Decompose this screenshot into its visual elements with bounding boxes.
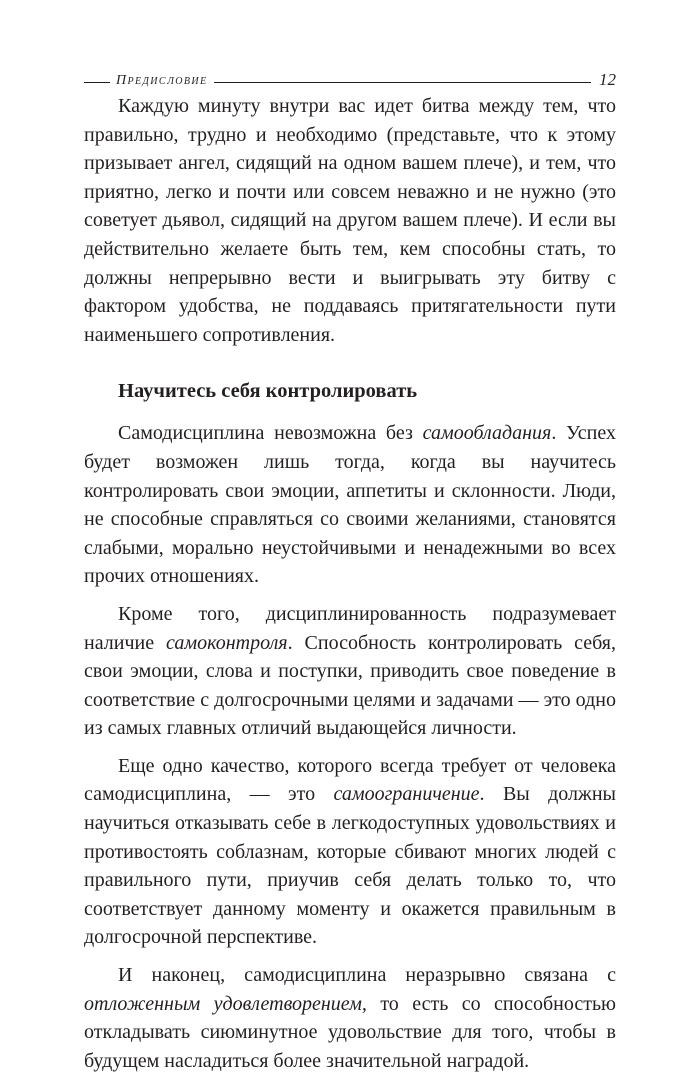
intro-paragraph: Каждую минуту внутри вас идет битва между тем, что правильно, трудно и необходимо (представьте, что к этому призывает ангел, сидящий на одном вашем плече), и тем, что приятно, легко и почти или совсем неважно и не нужно (это советует дьявол, сидящий на другом вашем плече). И если вы действительно желаете быть тем, кем способны стать, то должны непрерывно вести и выигрывать эту битву с фактором удобства, не поддаваясь притягательности пути наименьшего сопротивления. [84,95,616,346]
paragraph-self-control [84,600,616,743]
running-header [84,60,616,88]
paragraph-text: Кроме того, дисциплинированность подразумевает наличие [84,602,616,654]
emphasis-term: самообладания [422,422,552,445]
emphasis-term: отложенным удовлетворением, [84,992,367,1015]
page-number: 12 [599,70,616,89]
paragraph-delayed-gratification [84,961,616,1075]
paragraph-self-possession [84,419,616,591]
emphasis-term: самоограничение [333,783,480,806]
book-page [84,60,616,1075]
section-title: Предисловие [116,73,208,88]
body-text [84,92,616,1075]
header-rule [214,82,591,83]
paragraph-text: И наконец, самодисциплина неразрывно связана с [118,964,616,987]
section-heading: Научитесь себя контролировать [118,380,418,403]
paragraph-text: . Вы должны научиться отказывать себе в легкодоступных удовольствиях и противостоять соблазнам, которые сбивают многих людей с правильного пути, приучив себя делать только то, что соответствует данному моменту и окажется правильным в долгосрочной перспективе. [84,783,616,949]
paragraph-text: Самодисциплина невозможна без [118,422,423,445]
emphasis-term: самоконтроля [166,631,288,654]
paragraph-text: Еще одно качество, которого всегда требует от человека самодисциплина, — это [84,754,616,806]
paragraph-text: . Успех будет возможен лишь тогда, когда вы научитесь контролировать свои эмоции, аппетиты и склонности. Люди, не способные справляться со своими желаниями, становятся слабыми, морально неустойчивыми и ненадежными во всех прочих отношениях. [84,422,617,588]
paragraph-text: . Способность контролировать себя, свои эмоции, слова и поступки, приводить свое поведение в соответствие с долгосрочными целями и задачами — это одно из самых главных отличий выдающейся личности. [84,631,616,740]
paragraph-self-restraint [84,752,616,952]
paragraph-text: то есть со способностью откладывать сиюминутное удовольствие для того, чтобы в будущем насладиться более значительной наградой. [84,992,617,1072]
header-rule-left [84,82,110,83]
